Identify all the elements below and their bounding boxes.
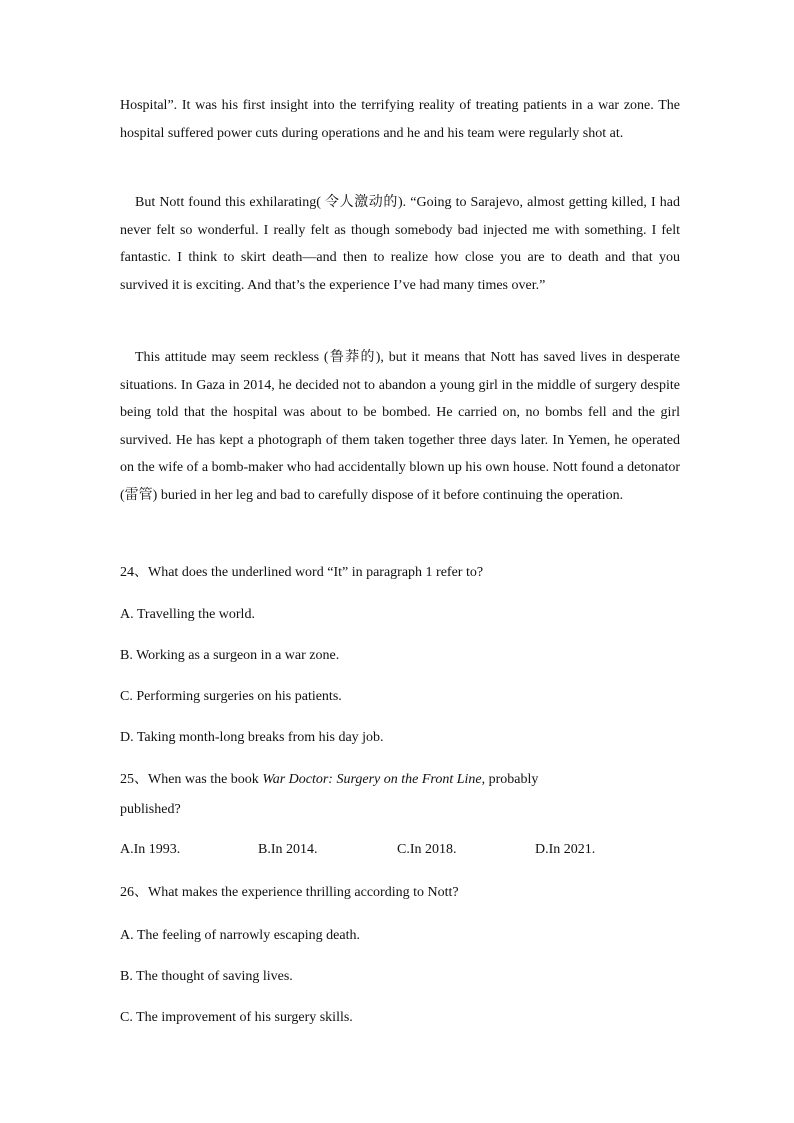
question-25-stem-end: , probably	[481, 772, 539, 787]
question-24-option-c: C. Performing surgeries on his patients.	[120, 689, 342, 704]
question-26-option-b: B. The thought of saving lives.	[120, 969, 293, 984]
question-25-stem-start: 25、When was the book	[120, 772, 263, 787]
passage-paragraph-2: But Nott found this exhilarating( 令人激动的). “Going to Sarajevo, almost getting killed, I had never felt so wonderful. I really felt as though somebody bad injected me with something. I felt fantastic. I think to skirt death—and then to realize how close you are to death and that you survived it is exciting. And that’s the experience I’ve had many times over.”	[120, 195, 680, 293]
passage-paragraph-1: Hospital”. It was his first insight into the terrifying reality of treating patients in a war zone. The hospital suffered power cuts during operations and he and his team were regularly shot at.	[120, 98, 680, 141]
question-25-option-b: B.In 2014.	[258, 842, 318, 857]
book-title: War Doctor: Surgery on the Front Line	[262, 772, 482, 787]
question-25-option-a: A.In 1993.	[120, 842, 181, 857]
question-26-stem: 26、What makes the experience thrilling according to Nott?	[120, 885, 459, 900]
question-26-option-a: A. The feeling of narrowly escaping death.	[120, 928, 360, 943]
question-25-stem	[120, 770, 538, 790]
question-25-options	[120, 842, 720, 862]
question-25-stem-line2: published?	[120, 802, 181, 817]
passage-paragraph-3: This attitude may seem reckless (鲁莽的), but it means that Nott has saved lives in desperate situations. In Gaza in 2014, he decided not to abandon a young girl in the middle of surgery despite being told that the hospital was about to be bombed. He carried on, no bombs fell and the girl survived. He has kept a photograph of them taken together three days later. In Yemen, he operated on the wife of a bomb-maker who had accidentally blown up his own house. Nott found a detonator (雷管) buried in her leg and bad to carefully dispose of it before continuing the operation.	[120, 350, 680, 503]
question-24-option-d: D. Taking month-long breaks from his day job.	[120, 730, 384, 745]
question-24-option-b: B. Working as a surgeon in a war zone.	[120, 648, 340, 663]
question-24-option-a: A. Travelling the world.	[120, 607, 255, 622]
question-25-option-d: D.In 2021.	[535, 842, 596, 857]
question-26-option-c: C. The improvement of his surgery skills.	[120, 1010, 353, 1025]
question-25-option-c: C.In 2018.	[397, 842, 457, 857]
question-24-stem: 24、What does the underlined word “It” in paragraph 1 refer to?	[120, 565, 484, 580]
